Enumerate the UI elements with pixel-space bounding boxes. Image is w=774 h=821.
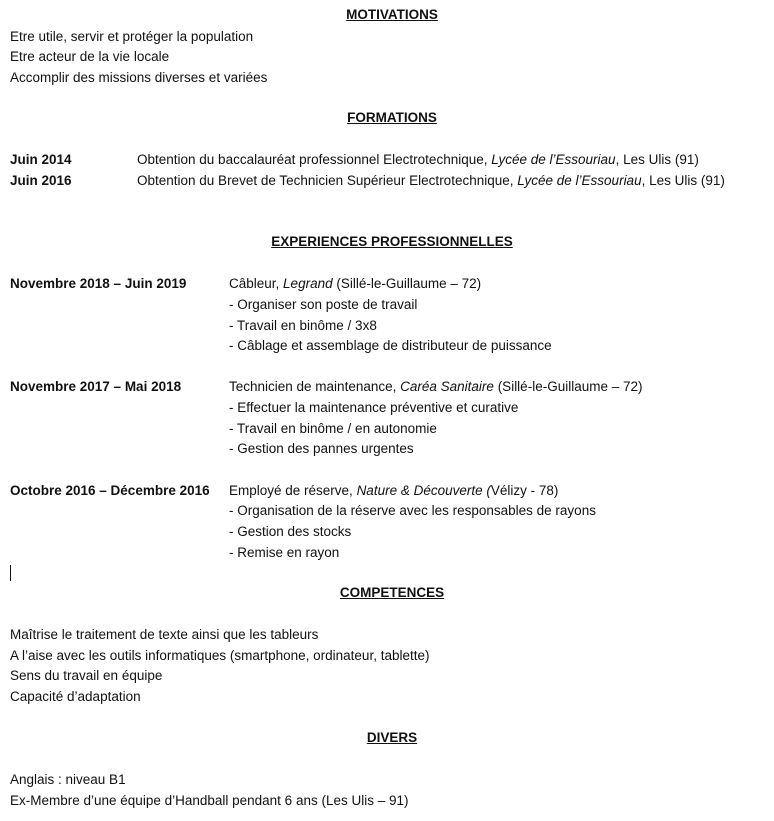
section-title-motivations: MOTIVATIONS (346, 7, 438, 22)
section-title-formations: FORMATIONS (347, 110, 437, 125)
divers-item: Ex-Membre d’une équipe d’Handball pendant 6 ans (Les Ulis – 91) (10, 793, 409, 808)
experience-task: - Gestion des pannes urgentes (229, 441, 414, 456)
competence-item: Sens du travail en équipe (10, 668, 163, 683)
experience-header (229, 377, 643, 397)
motivation-item: Etre utile, servir et protéger la population (10, 29, 254, 44)
experience-company: Caréa Sanitaire (400, 379, 494, 394)
formation-school: Lycée de l’Essouriau (517, 173, 642, 188)
experience-location: (Sillé-le-Guillaume – 72) (332, 276, 482, 291)
experience-date: Novembre 2017 – Mai 2018 (10, 379, 182, 394)
experience-company: Nature & Découverte ( (356, 483, 491, 498)
experience-task: - Effectuer la maintenance préventive et curative (229, 400, 519, 415)
competence-item: A l’aise avec les outils informatiques (smartphone, ordinateur, tablette) (10, 648, 430, 663)
experience-role: Câbleur, (229, 276, 284, 291)
competence-item: Capacité d’adaptation (10, 689, 141, 704)
formation-date: Juin 2014 (10, 152, 72, 167)
experience-header (229, 274, 481, 294)
formation-school: Lycée de l’Essouriau (491, 152, 616, 167)
experience-location: Vélizy - 78) (490, 483, 559, 498)
text-cursor[interactable] (10, 565, 11, 581)
experience-task: - Travail en binôme / en autonomie (229, 421, 437, 436)
experience-task: - Câblage et assemblage de distributeur de puissance (229, 338, 552, 353)
formation-location: , Les Ulis (91) (615, 152, 699, 167)
experience-task: - Travail en binôme / 3x8 (229, 318, 377, 333)
experience-date: Octobre 2016 – Décembre 2016 (10, 483, 210, 498)
experience-task: - Gestion des stocks (229, 524, 352, 539)
competence-item: Maîtrise le traitement de texte ainsi que les tableurs (10, 627, 319, 642)
experience-task: - Organisation de la réserve avec les responsables de rayons (229, 503, 596, 518)
formation-location: , Les Ulis (91) (641, 173, 725, 188)
formation-description (137, 150, 699, 170)
experience-task: - Organiser son poste de travail (229, 297, 418, 312)
formation-text: Obtention du Brevet de Technicien Supérieur Electrotechnique, (137, 173, 518, 188)
experience-role: Employé de réserve, (229, 483, 357, 498)
experience-header (229, 481, 558, 501)
formation-date: Juin 2016 (10, 173, 72, 188)
divers-item: Anglais : niveau B1 (10, 772, 126, 787)
formation-description (137, 171, 725, 191)
formation-text: Obtention du baccalauréat professionnel Electrotechnique, (137, 152, 492, 167)
section-title-competences: COMPETENCES (339, 585, 445, 600)
section-title-experiences: EXPERIENCES PROFESSIONNELLES (271, 234, 513, 249)
motivation-item: Accomplir des missions diverses et variées (10, 70, 268, 85)
motivation-item: Etre acteur de la vie locale (10, 49, 170, 64)
experience-date: Novembre 2018 – Juin 2019 (10, 276, 187, 291)
section-title-divers: DIVERS (366, 730, 418, 745)
experience-location: (Sillé-le-Guillaume – 72) (493, 379, 643, 394)
experience-company: Legrand (283, 276, 333, 291)
experience-role: Technicien de maintenance, (229, 379, 401, 394)
experience-task: - Remise en rayon (229, 545, 340, 560)
